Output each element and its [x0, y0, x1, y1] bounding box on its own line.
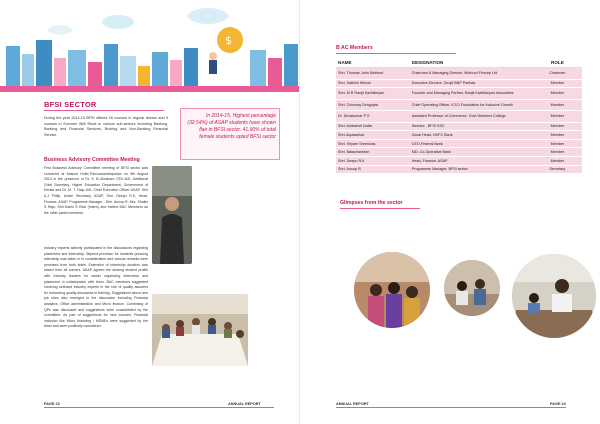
- table-row: [336, 99, 582, 111]
- member-name: Shri. Shyam Sreenivas: [336, 139, 410, 148]
- member-role: Member: [533, 122, 582, 131]
- svg-text:$: $: [225, 34, 232, 47]
- page-number-left: PAGE 23: [44, 402, 60, 406]
- header-name: NAME: [336, 58, 410, 68]
- table-row: [336, 139, 582, 148]
- table-row: [336, 88, 582, 100]
- member-name: Shri. Chinmay Sengupta: [336, 99, 410, 111]
- footer-divider-left: [44, 407, 274, 408]
- footer-title-right: ANNUAL REPORT: [336, 402, 369, 406]
- member-designation: Assistant Professor of Commerce, Govt Womens College: [410, 111, 533, 123]
- bac-members-table: [336, 58, 582, 174]
- member-role: Member: [533, 79, 582, 88]
- member-designation: Head, Finance, ASAP: [410, 156, 533, 165]
- footer-divider-right: [336, 407, 566, 408]
- member-designation: MD, Co-Operative Bank: [410, 148, 533, 157]
- footer-title-left: ANNUAL REPORT: [228, 402, 261, 406]
- member-designation: Chief Operating Officer, ICICI Foundation for Inclusive Growth: [410, 99, 533, 111]
- section-title: BFSI SECTOR: [44, 100, 97, 109]
- glimpse-photo-1: [354, 252, 430, 328]
- table-row: [336, 79, 582, 88]
- member-name: Shri. Thomas John Muthoot: [336, 68, 410, 80]
- right-page: [300, 0, 600, 424]
- table-row: [336, 68, 582, 80]
- member-role: Member: [533, 156, 582, 165]
- bac-meeting-heading: Business Advisory Committee Meeting: [44, 157, 140, 163]
- intro-paragraph: During the year 2014-15 BFSI offered 16 courses in regular stream and 5 courses in Summer Skill Block in various sub-sectors including Banking, Banking and Financial Services, Broking and Non-Banking Financial Service.: [44, 116, 168, 138]
- highlight-callout: [180, 108, 280, 160]
- table-row: [336, 156, 582, 165]
- member-name: Shri. Deepu R.K: [336, 156, 410, 165]
- member-designation: Chairman & Managing Director, Muthoot Fincorp Ltd: [410, 68, 533, 80]
- table-row: [336, 148, 582, 157]
- member-name: Shri. Sathish Menon: [336, 79, 410, 88]
- member-role: Chairman: [533, 68, 582, 80]
- header-role: ROLE: [533, 58, 582, 68]
- table-header-row: [336, 58, 582, 68]
- table-row: [336, 111, 582, 123]
- member-role: Member: [533, 99, 582, 111]
- page-number-right: PAGE 24: [550, 402, 566, 406]
- member-role: Member: [533, 111, 582, 123]
- member-role: Member: [533, 88, 582, 100]
- member-name: Shri. Ambarish Datta: [336, 122, 410, 131]
- member-role: Secretary: [533, 165, 582, 174]
- glimpses-divider: [340, 208, 420, 209]
- member-designation: Director , BFSI SSC: [410, 122, 533, 131]
- bac-meeting-paragraph: First Business Advisory Committee meeting of BFSI sector was convened at Mascot Hotel,Thiruvananthapuram on 9th August 2013 in the presence of Dr. K M Abraham CFA IAS, Additional Chief Secretary, Higher Education Department, Government of Kerala and Dr. M. T. Raju IAS, Chief Executive Officer ASAP. Shri A.J Philip, Under Secretary, ASAP, Shri. Deepu R.K, Head, Finance, ASAP, Programme Manager - Shri. Anoop R, Mrs. Shalini S Raju, Shri.Sabin S Ravi (Intern) and invited BAC Members as the other panel members.: [44, 166, 148, 215]
- title-divider: [44, 110, 164, 111]
- member-designation: Zonal Head, HDFC Bank: [410, 131, 533, 140]
- member-name: Shri. Anoop R: [336, 165, 410, 174]
- member-name: Shri.Jayasankar: [336, 131, 410, 140]
- member-designation: CEO,Federal Bank: [410, 139, 533, 148]
- member-designation: Executive Director, Geojit BNP Paribas: [410, 79, 533, 88]
- member-role: Member: [533, 148, 582, 157]
- members-divider: [336, 53, 456, 54]
- member-name: Dr. Devakumar P S: [336, 111, 410, 123]
- table-row: [336, 131, 582, 140]
- member-role: Member: [533, 139, 582, 148]
- meeting-photo: [152, 294, 248, 366]
- header-designation: DESIGNATION: [410, 58, 533, 68]
- member-designation: Founder and Managing Partner, Ranjit Karthikeyan Associates: [410, 88, 533, 100]
- glimpses-title: Glimpses from the sector: [340, 200, 403, 206]
- member-designation: Programme Manager, BFSI sector: [410, 165, 533, 174]
- glimpse-photo-2: [444, 260, 500, 316]
- bac-members-title: B AC Members: [336, 45, 373, 51]
- callout-text: In 2014-15, Highest percentage (32.54%) of ASAP students have shown flair in BFSI sector. 41.90% of total female students opted BFSI sector: [187, 113, 276, 140]
- table-body: [336, 68, 582, 174]
- discussion-paragraph: Industry experts actively participated in the discussions regarding placement and internship. Stipend provision for students pursuing internship was taken in to consideration and various remarks were promised from both sides. Extension of internship duration was raised from all corners. ASAP agreed the sharing student profile with industry leaders for easier organizing internship and placement in collaboration with them. BAC members suggested involving selected industry experts in the role of quality assurers for enhancing quality assurance in training. Suggestions about new job roles also emerged in the discussion including Financial analytics, Office administration and Micro finance. Combining of QPs was discussed and suggestions were consolidated by the committee. As part of suggestions for new courses, Financial inclusion like Micro financing / MSMEs were suggested by the team and were positively considered.: [44, 246, 148, 329]
- speaker-photo: [152, 166, 192, 264]
- member-name: Shri. Balachandran: [336, 148, 410, 157]
- glimpse-photo-3: [512, 254, 596, 338]
- member-name: Shri. M.R Ranjit Karthikeyan: [336, 88, 410, 100]
- banner-illustration: [0, 0, 300, 92]
- table-row: [336, 122, 582, 131]
- city-illustration: [0, 0, 300, 92]
- table-row: [336, 165, 582, 174]
- member-role: Member: [533, 131, 582, 140]
